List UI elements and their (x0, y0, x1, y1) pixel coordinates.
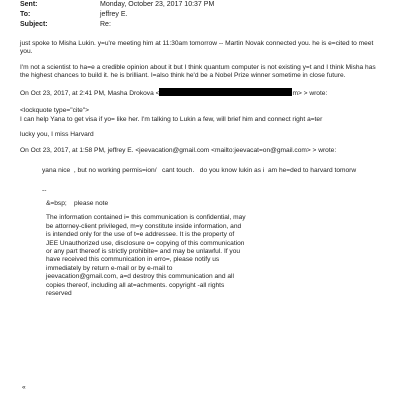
quote-header-1 (20, 88, 385, 98)
to-row (20, 10, 214, 20)
sent-row (20, 0, 214, 10)
quote-header-1-prefix: On Oct 23, 2017, at 2:41 PM, Masha Drokova < (20, 89, 160, 97)
blockquote-tag: <lockquote type="cite"> (20, 107, 90, 115)
subject-label: Subject: (20, 20, 48, 28)
email-header (20, 0, 214, 30)
quote-header-1-suffix: m> > wrote: (292, 89, 328, 97)
sent-label: Sent: (20, 0, 38, 8)
signature-dashes: -- (42, 187, 47, 195)
to-value: jeffrey E. (100, 10, 128, 18)
quote-header-2: On Oct 23, 2017, at 1:58 PM, jeffrey E. <jeevacation@gmail.com <mailto:jeevacat=on@gmail.com> > wrote: (20, 146, 337, 154)
body-paragraph-3: I can help Yana to get visa if yo= like her. I'm talking to Lukin a few, will brief him and connect right a=ter (20, 115, 323, 123)
redaction-bar (159, 88, 292, 96)
body-paragraph-2: I'm not a scientist to ha=e a credible opinion about it but I think quantum computer is not existing y=t and I think Misha has the highest chances to build it. he is brilliant. I=also think he'd be a Nobel Prize winner sometime in close future. (20, 63, 378, 80)
reply-text: yana nice , but no working permis=ion/ cant touch. do you know lukin as i am he=ded to harvard tomorw (42, 166, 357, 174)
sent-value: Monday, October 23, 2017 10:37 PM (100, 0, 215, 8)
body-paragraph-4: lucky you, I miss Harvard (20, 131, 94, 139)
please-note: &=bsp; please note (46, 199, 109, 207)
footer-mark: « (22, 384, 26, 391)
subject-value: Re: (100, 20, 111, 28)
email-body (20, 40, 385, 306)
disclaimer-text: The information contained i= this communication is confidential, may be attorney-client privileged, m=y constitute inside information, and is intended only for the use of t=e addressee. It is the property of JEE Unauthorized use, disclosure o= copying of this communication or any part thereof is strictly prohibite= and may be unlawful. If you have received this communication in erro=, please notify us immediately by return e-mail or by e-mail to jeevacation@gmail.com, a=d destroy this communication and all copies thereof, including all at=achments. copyright -all rights reserved (46, 214, 246, 298)
to-label: To: (20, 10, 31, 18)
subject-row (20, 20, 214, 30)
body-paragraph-1: just spoke to Misha Lukin. y=u're meeting him at 11:30am tomorrow -- Martin Novak connected you. he is e=cited to meet you. (20, 40, 376, 56)
